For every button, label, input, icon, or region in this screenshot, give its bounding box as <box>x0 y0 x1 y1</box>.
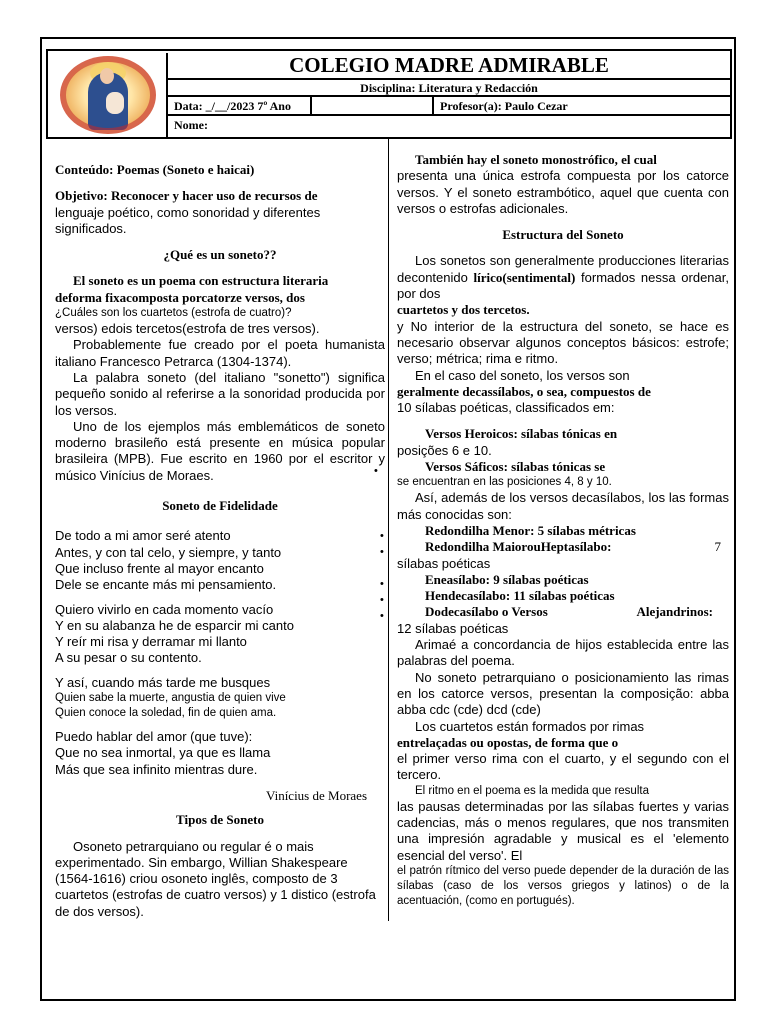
bullet-dot: • <box>374 465 378 477</box>
bullet-dot: • <box>380 594 384 606</box>
form-eneasilabo: Eneasílabo: 9 sílabas poéticas <box>425 571 589 587</box>
document-header <box>46 49 732 139</box>
verse: Más que sea infinito mientras dure. <box>55 761 258 777</box>
madonna-and-child-image <box>60 56 156 134</box>
poem-title: Soneto de Fidelidade <box>162 498 278 514</box>
form-dodecasilabo: Dodecasílabo o Versos Alejandrinos: <box>425 604 713 620</box>
date-field: Data: _/__/2023 7º Ano <box>174 99 291 113</box>
bullet-dot: • <box>380 546 384 558</box>
definition-small: ¿Cuáles son los cuartetos (estrofa de cuatro)? <box>55 307 292 320</box>
paragraph-rhyme: Arimaé a concordancia de hijos establecida entre las palabras del poema. <box>397 637 729 669</box>
form-redondilha-maior: Redondilha MaiorouHeptasílabo: 7 <box>425 539 721 555</box>
name-field: Nome: <box>174 118 208 132</box>
bullet-dot: • <box>380 530 384 542</box>
verse: Antes, y con tal celo, y siempre, y tanto <box>55 544 282 560</box>
verse: De todo a mi amor seré atento <box>55 528 231 544</box>
paragraph-rhythm-2: las pausas determinadas por las sílabas fuertes y varias cadencias, más o menos regulares, que nos transmiten una impresión agradable y musical es el 'elemento esencial del verso'. El <box>397 798 729 863</box>
definition-line-1: El soneto es un poema con estructura literaria <box>73 273 329 289</box>
bullet-dot: • <box>380 610 384 622</box>
content-line: Conteúdo: Poemas (Soneto e haicai) <box>55 162 255 177</box>
paragraph-petrarchan: No soneto petrarquiano o posicionamiento las rimas en los catorce versos, presentan la composição: abba abba cdc (cde) dcd (cde) <box>397 669 729 718</box>
verse: Y en su alabanza he de esparcir mi canto <box>55 617 294 633</box>
saphic-verses-rest: se encuentran en las posiciones 4, 8 y 10. <box>397 476 612 489</box>
verse: Puedo hablar del amor (que tuve): <box>55 729 253 745</box>
objective: Objetivo: Reconocer y hacer uso de recursos de lenguaje poético, como sonoridad y diferentes significados. <box>55 188 321 236</box>
definition-line-2: deforma fixacomposta porcatorze versos, dos <box>55 289 305 305</box>
structure-p3a: En el caso del soneto, los versos son <box>415 367 630 383</box>
stanza-4 <box>55 729 385 778</box>
structure-p1: Los sonetos son generalmente producciones literarias decontenido lírico(sentimental) formados nessa ordenar, por dos cuartetos y dos tercetos. <box>397 253 729 318</box>
heroic-verses: Versos Heroicos: sílabas tónicas en <box>425 426 618 442</box>
verse: Quien sabe la muerte, angustia de quien vive <box>55 692 286 705</box>
structure-p2: y No interior de la estructura del soneto, se hace es necesario observar algunos conceptos básicos: estrofe; verso; métrica; rima e ritmo. <box>397 318 729 367</box>
paragraph-quartets-1: Los cuartetos están formados por rimas <box>415 718 645 734</box>
paragraph-types: Osoneto petrarquiano ou regular é o mais experimentado. Sin embargo, Willian Shakespeare (1564-1616) criou osoneto inglês, composto de 3 cuartetos (estrofas de cuatro versos) y 1 distico (estrofa de dos versos). <box>55 838 376 919</box>
paragraph-mpb: Uno de los ejemplos más emblemáticos de soneto moderno brasileño está presente en música popular brasileira (MPB). Fue escrito en 1960 por el escritor y músico Vinícius de Moraes. <box>55 418 385 483</box>
paragraph-rhythm-1: El ritmo en el poema es la medida que resulta <box>415 784 649 797</box>
right-column <box>397 152 729 909</box>
column-divider <box>388 139 389 921</box>
verse: Quiero vivirlo en cada momento vacío <box>55 601 274 617</box>
form-hendecasilabo: Hendecasílabo: 11 sílabas poéticas <box>425 588 615 604</box>
section-title-types: Tipos de Soneto <box>176 812 264 828</box>
structure-p3c: 10 sílabas poéticas, classificados em: <box>397 400 615 416</box>
discipline: Disciplina: Literatura y Redacción <box>168 80 730 97</box>
paragraph-etymology: La palabra soneto (del italiano "sonetto") significa pequeño sonido al referirse a la sonoridad producida por los versos. <box>55 369 385 418</box>
paragraph-quartets-3: el primer verso rima con el cuarto, y el segundo con el tercero. <box>397 751 729 783</box>
verse: Que incluso frente al mayor encanto <box>55 560 264 576</box>
section-title-structure: Estructura del Soneto <box>502 227 624 243</box>
definition-line-3: versos) edois tercetos(estrofa de tres versos). <box>55 321 320 337</box>
verse: Y reír mi risa y derramar mi llanto <box>55 634 247 650</box>
verse: Dele se encante más mi pensamiento. <box>55 577 277 593</box>
paragraph-quartets-2: entrelaçadas ou opostas, de forma que o <box>397 734 619 750</box>
saphic-verses: Versos Sáficos: sílabas tónicas se <box>425 459 606 475</box>
form-redondilha-maior-rest: sílabas poéticas <box>397 555 491 571</box>
stanza-3 <box>55 675 385 721</box>
bullet-dot: • <box>380 578 384 590</box>
poem-author: Vinícius de Moraes <box>265 787 367 803</box>
verse: Que no sea inmortal, ya que es llama <box>55 745 271 761</box>
monostrophic-rest: presenta una única estrofa compuesta por los catorce versos. Y el soneto estrambótico, aquel que cuenta con versos o estrofas adicionales. <box>397 168 729 216</box>
school-logo <box>50 53 168 137</box>
forms-intro: Así, además de los versos decasílabos, los las formas más conocidas son: <box>397 490 729 522</box>
verse: Y así, cuando más tarde me busques <box>55 674 271 690</box>
structure-p3b: geralmente decassílabos, o sea, compuestos de <box>397 383 651 399</box>
paragraph-rhythm-3: el patrón rítmico del verso puede depender de la duración de las sílabas (caso de los versos griegos y latinos) o de la acentuación, (como en portugués). <box>397 864 729 907</box>
stanza-2 <box>55 602 385 667</box>
school-name: COLEGIO MADRE ADMIRABLE <box>168 51 730 80</box>
section-title-what-is-sonnet: ¿Qué es un soneto?? <box>163 247 277 263</box>
form-dodecasilabo-rest: 12 sílabas poéticas <box>397 620 509 636</box>
stanza-1 <box>55 528 385 593</box>
blank-cell <box>310 97 434 114</box>
paragraph-petrarca: Probablemente fue creado por el poeta humanista italiano Francesco Petrarca (1304-1374). <box>55 337 385 369</box>
verse: Quien conoce la soledad, fin de quien ama. <box>55 707 277 720</box>
verse: A su pesar o su contento. <box>55 650 202 666</box>
monostrophic-bold: También hay el soneto monostrófico, el cual <box>415 152 657 167</box>
form-redondilha-menor: Redondilha Menor: 5 sílabas métricas <box>425 522 636 538</box>
left-column <box>55 162 385 920</box>
teacher-field: Profesor(a): Paulo Cezar <box>440 99 568 113</box>
heroic-verses-rest: posições 6 e 10. <box>397 442 492 458</box>
date-row <box>168 97 730 116</box>
